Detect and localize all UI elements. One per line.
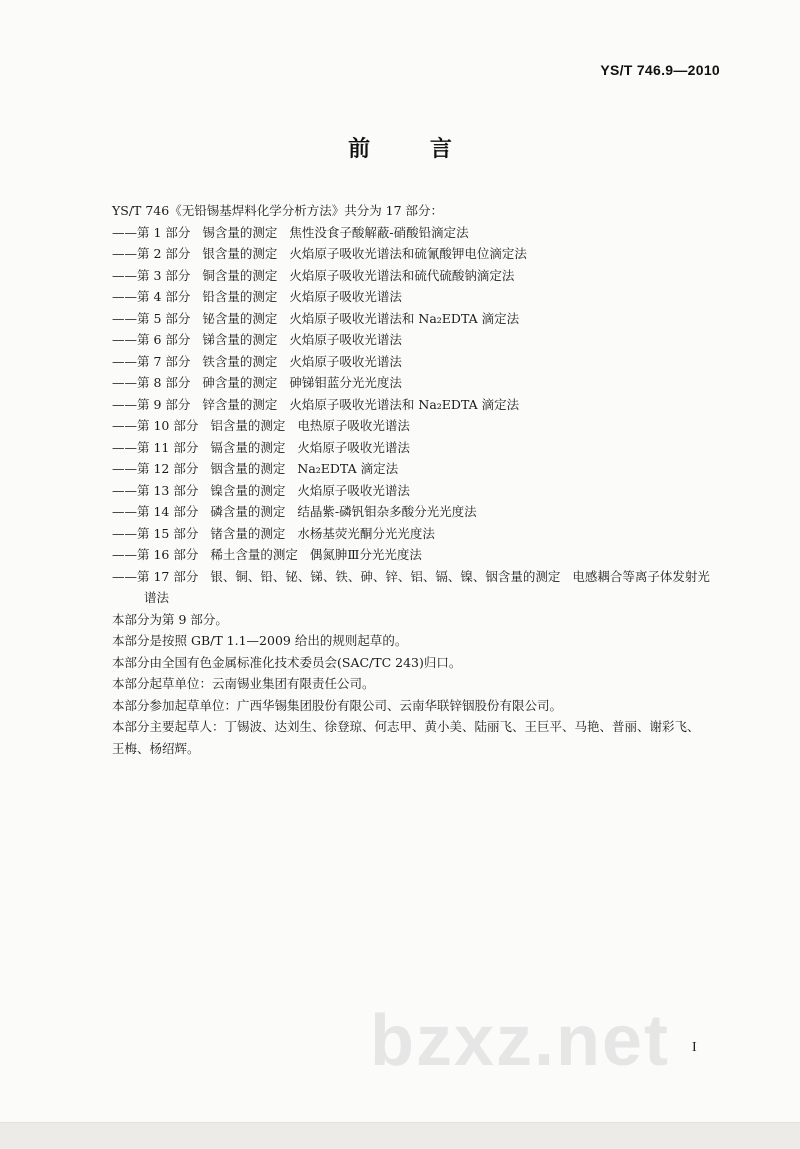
part-number: ——第 16 部分 bbox=[112, 547, 199, 562]
part-item: 镉含量的测定 bbox=[210, 439, 286, 455]
part-method: Na₂EDTA 滴定法 bbox=[297, 461, 399, 476]
part-method: 火焰原子吸收光谱法和硫代硫酸钠滴定法 bbox=[289, 267, 515, 283]
part-item: 锑含量的测定 bbox=[202, 332, 278, 347]
part-17-continuation: 谱法 bbox=[144, 590, 170, 605]
part-method: 偶氮胂Ⅲ分光光度法 bbox=[309, 547, 422, 562]
part-number: ——第 12 部分 bbox=[112, 461, 199, 476]
part-list-item bbox=[112, 222, 732, 244]
part-method: 火焰原子吸收光谱法 bbox=[289, 353, 402, 369]
part-list-item bbox=[112, 544, 732, 566]
part-item: 锗含量的测定 bbox=[210, 525, 286, 541]
parts-list bbox=[112, 222, 732, 588]
part-number: ——第 9 部分 bbox=[112, 396, 191, 412]
part-method: 砷锑钼蓝分光光度法 bbox=[289, 375, 402, 390]
part-method: 结晶紫-磷钒钼杂多酸分光光度法 bbox=[297, 504, 477, 519]
part-item: 铋含量的测定 bbox=[202, 310, 278, 326]
part-number: ——第 10 部分 bbox=[112, 418, 199, 433]
part-number: ——第 14 部分 bbox=[112, 504, 199, 519]
part-list-item bbox=[112, 351, 732, 373]
part-item: 银含量的测定 bbox=[202, 246, 278, 261]
part-number: ——第 3 部分 bbox=[112, 267, 191, 283]
part-number: ——第 17 部分 bbox=[112, 568, 199, 584]
paragraph: 本部分由全国有色金属标准化技术委员会(SAC/TC 243)归口。 bbox=[112, 654, 462, 670]
part-item: 砷含量的测定 bbox=[202, 375, 278, 390]
part-list-item bbox=[112, 501, 732, 523]
part-list-item bbox=[112, 566, 732, 588]
document-body bbox=[112, 200, 732, 759]
part-method: 火焰原子吸收光谱法和硫氰酸钾电位滴定法 bbox=[289, 246, 527, 261]
page-title: 前 言 bbox=[348, 137, 478, 162]
part-item: 铝含量的测定 bbox=[210, 418, 286, 433]
part-item: 锌含量的测定 bbox=[202, 396, 278, 412]
part-item: 铟含量的测定 bbox=[210, 461, 286, 476]
part-list-item bbox=[112, 394, 732, 416]
part-number: ——第 7 部分 bbox=[112, 353, 191, 369]
part-number: ——第 8 部分 bbox=[112, 375, 191, 390]
part-list-item bbox=[112, 265, 732, 287]
part-method: 火焰原子吸收光谱法和 Na₂EDTA 滴定法 bbox=[289, 396, 520, 412]
watermark-logo: bzxz.net bbox=[370, 1001, 671, 1081]
part-list-item bbox=[112, 415, 732, 437]
part-list-item bbox=[112, 437, 732, 459]
page-number: I bbox=[692, 1040, 697, 1055]
part-method: 水杨基荧光酮分光光度法 bbox=[297, 525, 435, 541]
part-list-item bbox=[112, 480, 732, 502]
paragraph: 本部分主要起草人：丁锡波、达刘生、徐登琼、何志甲、黄小美、陆丽飞、王巨平、马艳、普丽、谢彩飞、 bbox=[112, 719, 700, 734]
part-method: 火焰原子吸收光谱法和 Na₂EDTA 滴定法 bbox=[289, 310, 520, 326]
part-item: 铅含量的测定 bbox=[202, 289, 278, 304]
part-number: ——第 1 部分 bbox=[112, 224, 191, 240]
part-method: 焦性没食子酸解蔽-硝酸铅滴定法 bbox=[289, 224, 469, 240]
part-list-item bbox=[112, 372, 732, 394]
part-item: 银、铜、铅、铋、锑、铁、砷、锌、铝、镉、镍、铟含量的测定 bbox=[210, 568, 561, 584]
intro-line: YS/T 746《无铅锡基焊料化学分析方法》共分为 17 部分： bbox=[112, 203, 444, 218]
paragraph: 本部分是按照 GB/T 1.1—2009 给出的规则起草的。 bbox=[112, 633, 408, 648]
part-method: 火焰原子吸收光谱法 bbox=[289, 332, 402, 347]
paragraph: 本部分参加起草单位：广西华锡集团股份有限公司、云南华联锌铟股份有限公司。 bbox=[112, 697, 563, 713]
part-number: ——第 15 部分 bbox=[112, 525, 199, 541]
part-list-item bbox=[112, 329, 732, 351]
part-method: 火焰原子吸收光谱法 bbox=[297, 482, 410, 498]
part-method: 火焰原子吸收光谱法 bbox=[297, 439, 410, 455]
paragraph: 本部分为第 9 部分。 bbox=[112, 611, 228, 627]
part-item: 稀土含量的测定 bbox=[210, 547, 298, 562]
scan-bottom-edge bbox=[0, 1122, 800, 1149]
part-list-item bbox=[112, 286, 732, 308]
standard-number: YS/T 746.9—2010 bbox=[600, 62, 720, 78]
part-method: 电感耦合等离子体发射光 bbox=[572, 568, 710, 584]
part-number: ——第 2 部分 bbox=[112, 246, 191, 261]
drafters-continuation: 王梅、杨绍辉。 bbox=[112, 740, 200, 756]
part-item: 锡含量的测定 bbox=[202, 224, 278, 240]
part-method: 火焰原子吸收光谱法 bbox=[289, 289, 402, 304]
part-item: 铜含量的测定 bbox=[202, 267, 278, 283]
part-list-item bbox=[112, 458, 732, 480]
paragraph-list bbox=[112, 609, 732, 738]
part-number: ——第 13 部分 bbox=[112, 482, 199, 498]
part-number: ——第 5 部分 bbox=[112, 310, 191, 326]
part-method: 电热原子吸收光谱法 bbox=[297, 418, 410, 433]
part-number: ——第 11 部分 bbox=[112, 439, 199, 455]
part-list-item bbox=[112, 243, 732, 265]
part-list-item bbox=[112, 308, 732, 330]
part-number: ——第 4 部分 bbox=[112, 289, 191, 304]
paragraph: 本部分起草单位：云南锡业集团有限责任公司。 bbox=[112, 676, 375, 691]
part-list-item bbox=[112, 523, 732, 545]
part-item: 铁含量的测定 bbox=[202, 353, 278, 369]
part-item: 磷含量的测定 bbox=[210, 504, 286, 519]
part-number: ——第 6 部分 bbox=[112, 332, 191, 347]
part-item: 镍含量的测定 bbox=[210, 482, 286, 498]
